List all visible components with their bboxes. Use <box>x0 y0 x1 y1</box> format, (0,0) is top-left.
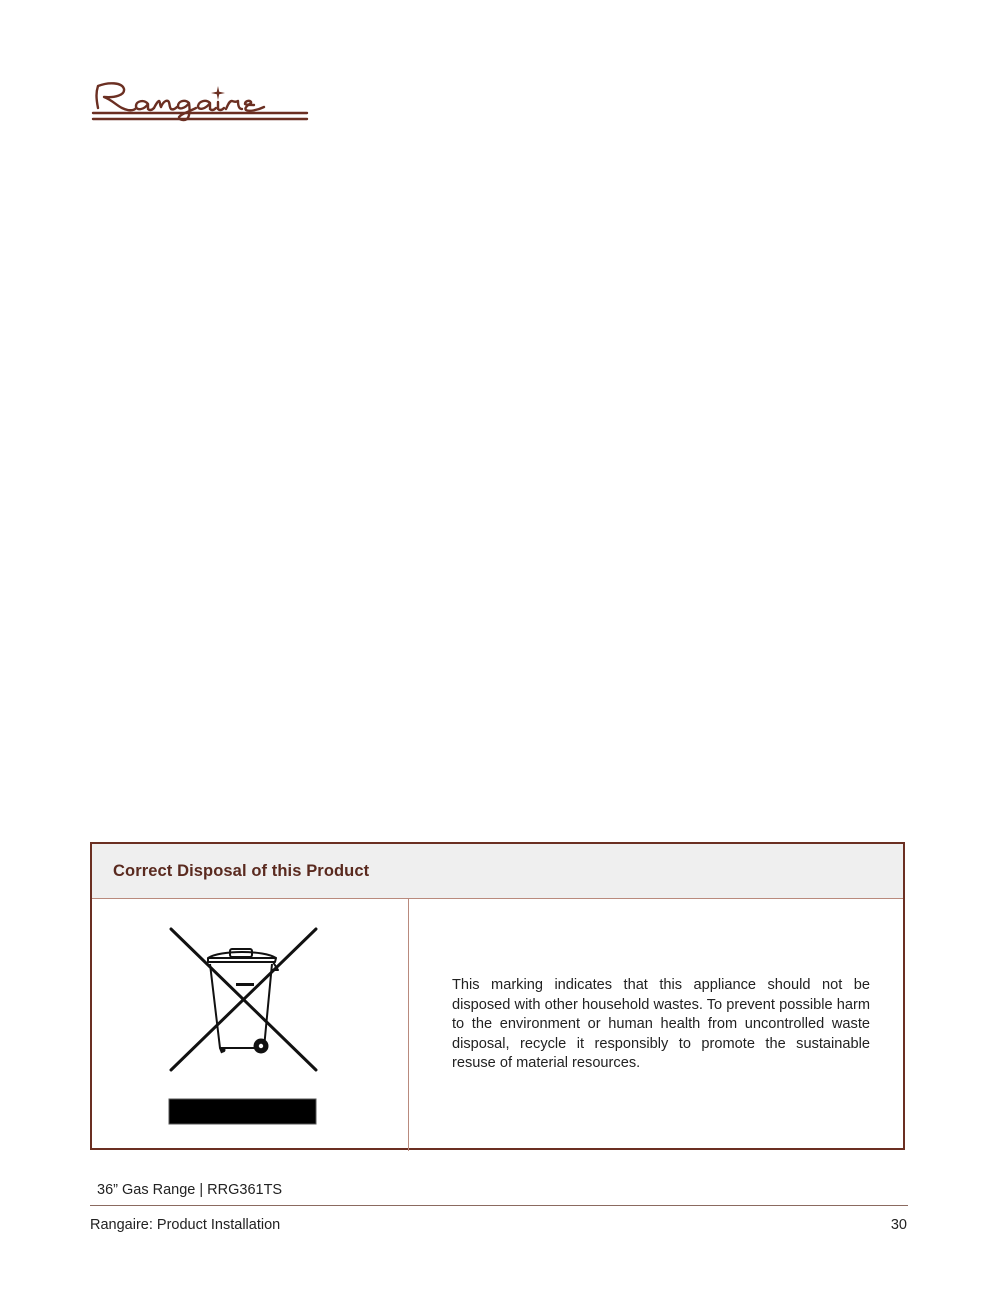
disposal-symbol-cell <box>92 899 409 1151</box>
disposal-info-box <box>90 842 905 1150</box>
disposal-box-header <box>92 844 903 899</box>
disposal-notice-text: This marking indicates that this appliance should not be disposed with other household wastes. To prevent possible harm to the environment or human health from uncontrolled waste disposal, recycle it responsibly to promote the sustainable resuse of material resources. <box>452 977 870 1072</box>
footer-model-label: 36” Gas Range | RRG361TS <box>97 1182 283 1198</box>
rangaire-logo <box>88 74 312 128</box>
footer-divider <box>90 1205 908 1206</box>
footer-document-title: Rangaire: Product Installation <box>90 1217 281 1233</box>
page-number: 30 <box>890 1217 907 1233</box>
disposal-box-body <box>92 899 903 1151</box>
disposal-text-cell <box>409 899 903 1151</box>
disposal-title: Correct Disposal of this Product <box>113 861 370 880</box>
crossed-out-wheelie-bin-icon <box>168 926 320 1126</box>
